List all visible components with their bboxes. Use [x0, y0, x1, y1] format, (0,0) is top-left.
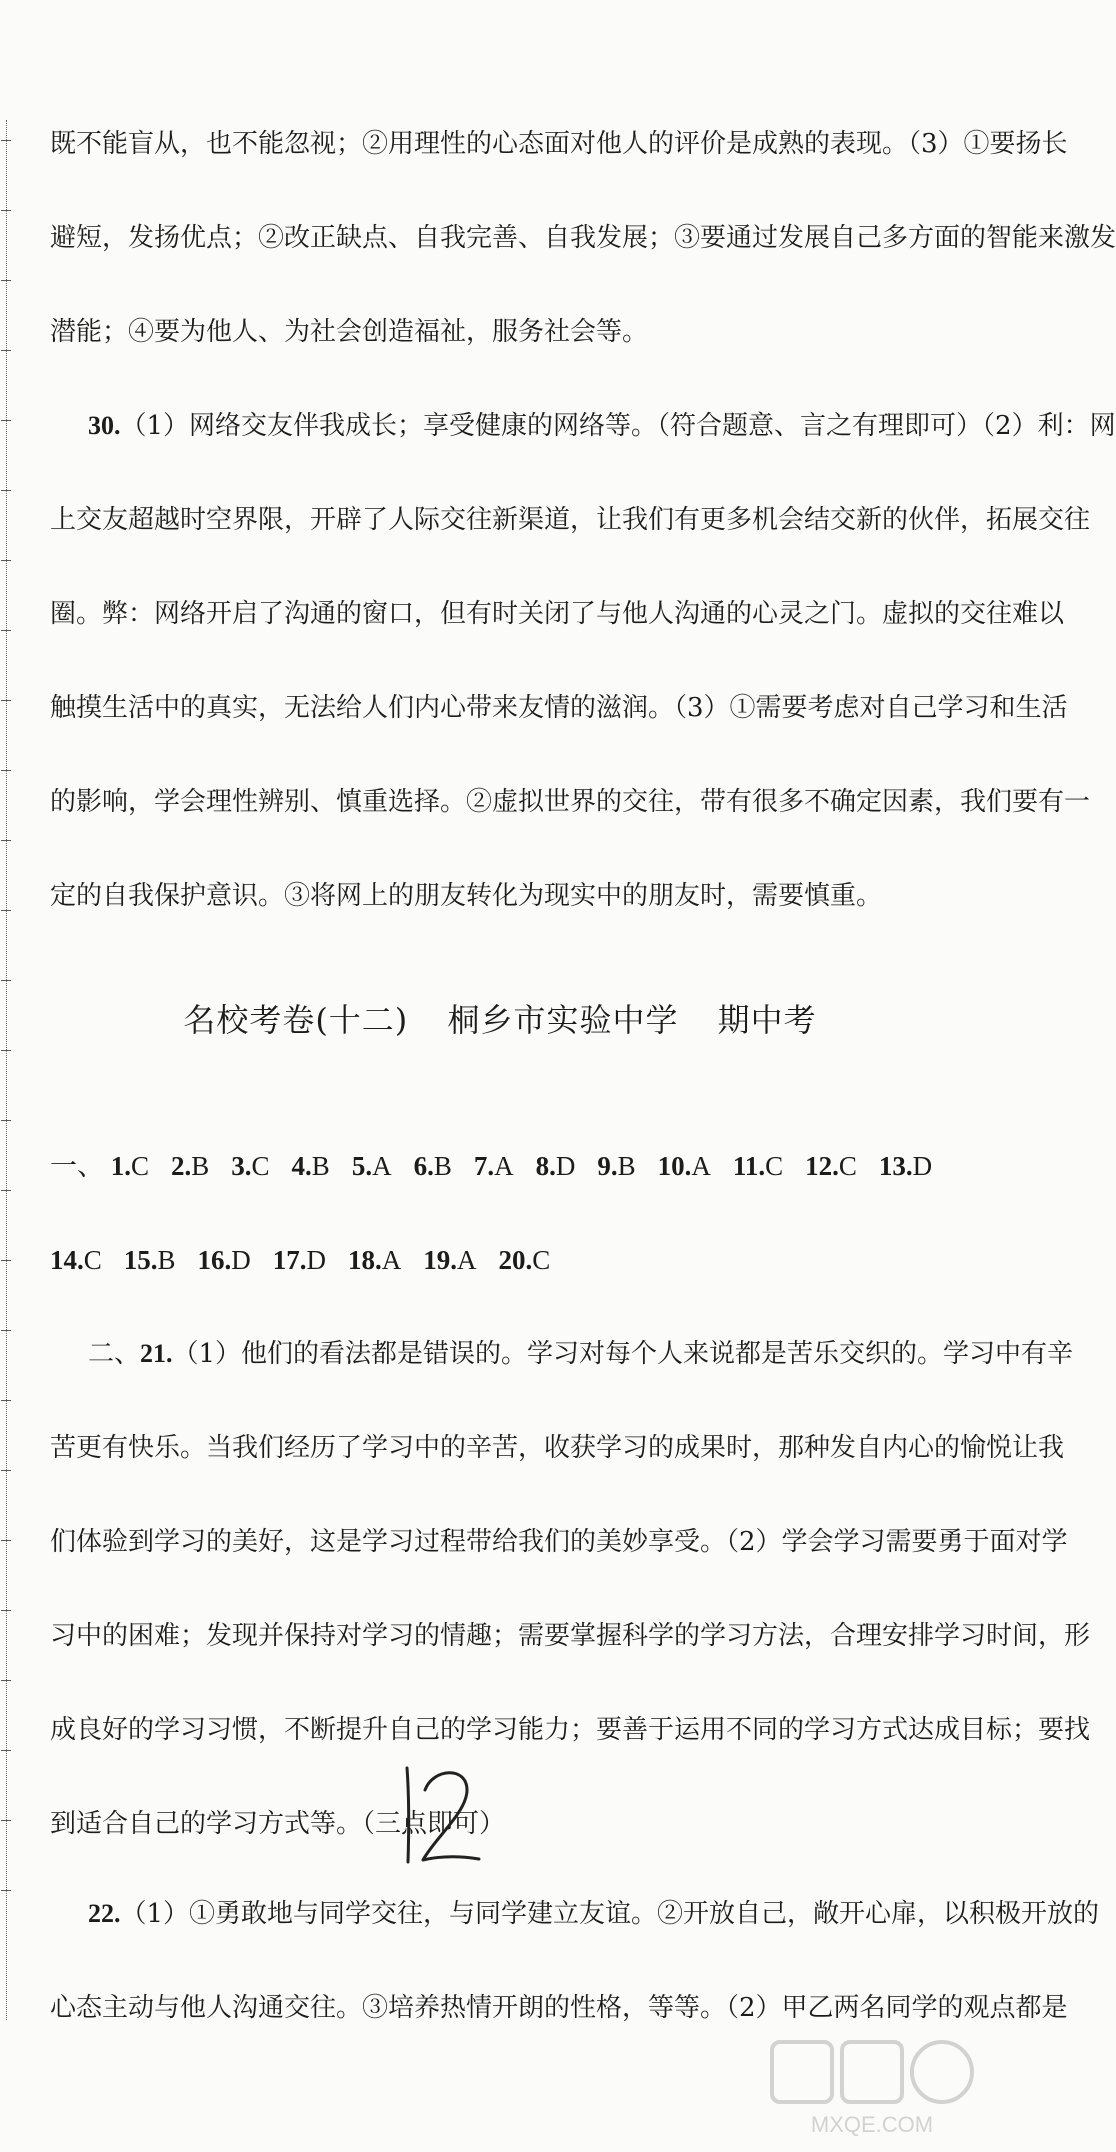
answer-row [50, 1150, 965, 1182]
mc-choice: D [231, 1245, 251, 1275]
text-line: 苦更有快乐。当我们经历了学习中的辛苦，收获学习的成果时，那种发自内心的愉悦让我 [50, 1433, 1065, 1463]
question-number: 21. [140, 1339, 173, 1368]
text-line: 心态主动与他人沟通交往。③培养热情开朗的性格，等等。（2）甲乙两名同学的观点都是 [50, 1993, 1068, 2023]
mc-question-number: 8. [535, 1151, 556, 1181]
answer-continuation [50, 128, 1116, 348]
mc-question-number: 11. [732, 1151, 766, 1181]
mc-question-number: 19. [423, 1245, 458, 1275]
text-line: 潜能；④要为他人、为社会创造福祉，服务社会等。 [50, 317, 649, 347]
text-line: 二、21.（1）他们的看法都是错误的。学习对每个人来说都是苦乐交织的。学习中有辛 [88, 1339, 1074, 1369]
mc-answer [292, 1150, 330, 1182]
section-prefix: 二、 [88, 1339, 141, 1369]
mc-answer [171, 1150, 209, 1182]
mc-choice: B [433, 1151, 452, 1181]
question-number: 30. [88, 411, 121, 440]
mc-answer [50, 1244, 102, 1276]
text-line: 的影响，学会理性辨别、慎重选择。②虚拟世界的交往，带有很多不确定因素，我们要有一 [50, 787, 1091, 817]
multiple-choice-answers [50, 1150, 965, 1276]
mc-question-number: 5. [351, 1151, 373, 1181]
mc-choice: C [251, 1151, 270, 1181]
answer-row [50, 1244, 965, 1276]
mc-choice: C [765, 1151, 784, 1181]
text-line: 成良好的学习习惯，不断提升自己的学习能力；要善于运用不同的学习方式达成目标；要找 [50, 1715, 1091, 1745]
mc-choice: B [617, 1151, 636, 1181]
mc-question-number: 12. [805, 1151, 839, 1181]
mc-answer [348, 1244, 401, 1276]
handwritten-page-number [395, 1760, 485, 1870]
mc-choice: D [306, 1245, 327, 1275]
mc-question-number: 13. [878, 1151, 913, 1181]
watermark-logo [762, 2032, 982, 2142]
mc-choice: B [157, 1245, 176, 1275]
exam-name: 名校考卷(十二) [183, 1001, 409, 1039]
mc-answer [499, 1244, 551, 1276]
mc-answer [597, 1150, 635, 1182]
exam-type: 期中考 [717, 1001, 817, 1039]
mc-answer [879, 1150, 932, 1182]
mc-answer [536, 1150, 576, 1182]
question-21-answer [50, 1338, 1091, 1840]
mc-question-number: 4. [291, 1151, 312, 1181]
mc-answer [805, 1150, 857, 1182]
text-line: 上交友超越时空界限，开辟了人际交往新渠道，让我们有更多机会结交新的伙伴，拓展交往 [50, 505, 1091, 535]
mc-choice: D [555, 1151, 576, 1181]
text-line: 触摸生活中的真实，无法给人们内心带来友情的滋润。（3）①需要考虑对自己学习和生活 [50, 693, 1068, 723]
mc-question-number: 2. [171, 1151, 192, 1181]
mc-answer [111, 1150, 149, 1182]
mc-choice: C [131, 1151, 150, 1181]
mc-question-number: 17. [272, 1245, 307, 1275]
text-line: 30.（1）网络交友伴我成长；享受健康的网络等。（符合题意、言之有理即可）（2）利：网 [88, 411, 1116, 441]
mc-choice: A [381, 1245, 402, 1275]
question-30-answer [50, 410, 1116, 912]
mc-question-number: 16. [197, 1245, 232, 1275]
mc-question-number: 9. [597, 1151, 618, 1181]
mc-choice: D [912, 1151, 933, 1181]
mc-choice: A [691, 1151, 711, 1181]
exam-title [0, 1000, 1000, 1040]
mc-answer [198, 1244, 251, 1276]
mc-choice: A [372, 1151, 392, 1181]
mc-question-number: 6. [413, 1151, 434, 1181]
question-22-answer [50, 1898, 1100, 2024]
section-prefix: 一、 [50, 1151, 104, 1181]
text-line: 习中的困难；发现并保持对学习的情趣；需要掌握科学的学习方法，合理安排学习时间，形 [50, 1621, 1091, 1651]
mc-choice: A [457, 1245, 477, 1275]
mc-question-number: 10. [657, 1151, 692, 1181]
binding-margin [6, 120, 17, 2020]
text-line: 定的自我保护意识。③将网上的朋友转化为现实中的朋友时，需要慎重。 [50, 881, 883, 911]
mc-choice: C [838, 1151, 857, 1181]
mc-question-number: 14. [50, 1245, 84, 1275]
mc-answer [474, 1150, 514, 1182]
mc-question-number: 7. [473, 1151, 495, 1181]
mc-question-number: 1. [110, 1151, 131, 1181]
mc-question-number: 18. [348, 1245, 382, 1275]
mc-question-number: 20. [498, 1245, 533, 1275]
school-name: 桐乡市实验中学 [447, 1001, 679, 1039]
text-line: 避短，发扬优点；②改正缺点、自我完善、自我发展；③要通过发展自己多方面的智能来激发 [50, 223, 1116, 253]
text-line: 们体验到学习的美好，这是学习过程带给我们的美妙享受。（2）学会学习需要勇于面对学 [50, 1527, 1068, 1557]
mc-answer [124, 1244, 176, 1276]
mc-choice: A [494, 1151, 514, 1181]
mc-choice: B [191, 1151, 210, 1181]
mc-answer [273, 1244, 326, 1276]
mc-question-number: 15. [123, 1245, 158, 1275]
text-line: 到适合自己的学习方式等。（三点即可） [50, 1809, 506, 1839]
text-line: 圈。弊：网络开启了沟通的窗口，但有时关闭了与他人沟通的心灵之门。虚拟的交往难以 [50, 599, 1065, 629]
mc-answer [352, 1150, 392, 1182]
mc-answer [658, 1150, 711, 1182]
mc-choice: B [311, 1151, 330, 1181]
mc-answer [231, 1150, 269, 1182]
mc-answer [414, 1150, 452, 1182]
text-line: 22.（1）①勇敢地与同学交往，与同学建立友谊。②开放自己，敞开心扉，以积极开放的 [88, 1899, 1100, 1929]
mc-answer [733, 1150, 783, 1182]
mc-choice: C [83, 1245, 102, 1275]
mc-answer [423, 1244, 476, 1276]
text-line: 既不能盲从，也不能忽视；②用理性的心态面对他人的评价是成熟的表现。（3）①要扬长 [50, 129, 1068, 159]
mc-question-number: 3. [231, 1151, 252, 1181]
mc-choice: C [532, 1245, 551, 1275]
watermark-text: MXQE.COM [810, 2112, 934, 2137]
question-number: 22. [88, 1899, 121, 1928]
